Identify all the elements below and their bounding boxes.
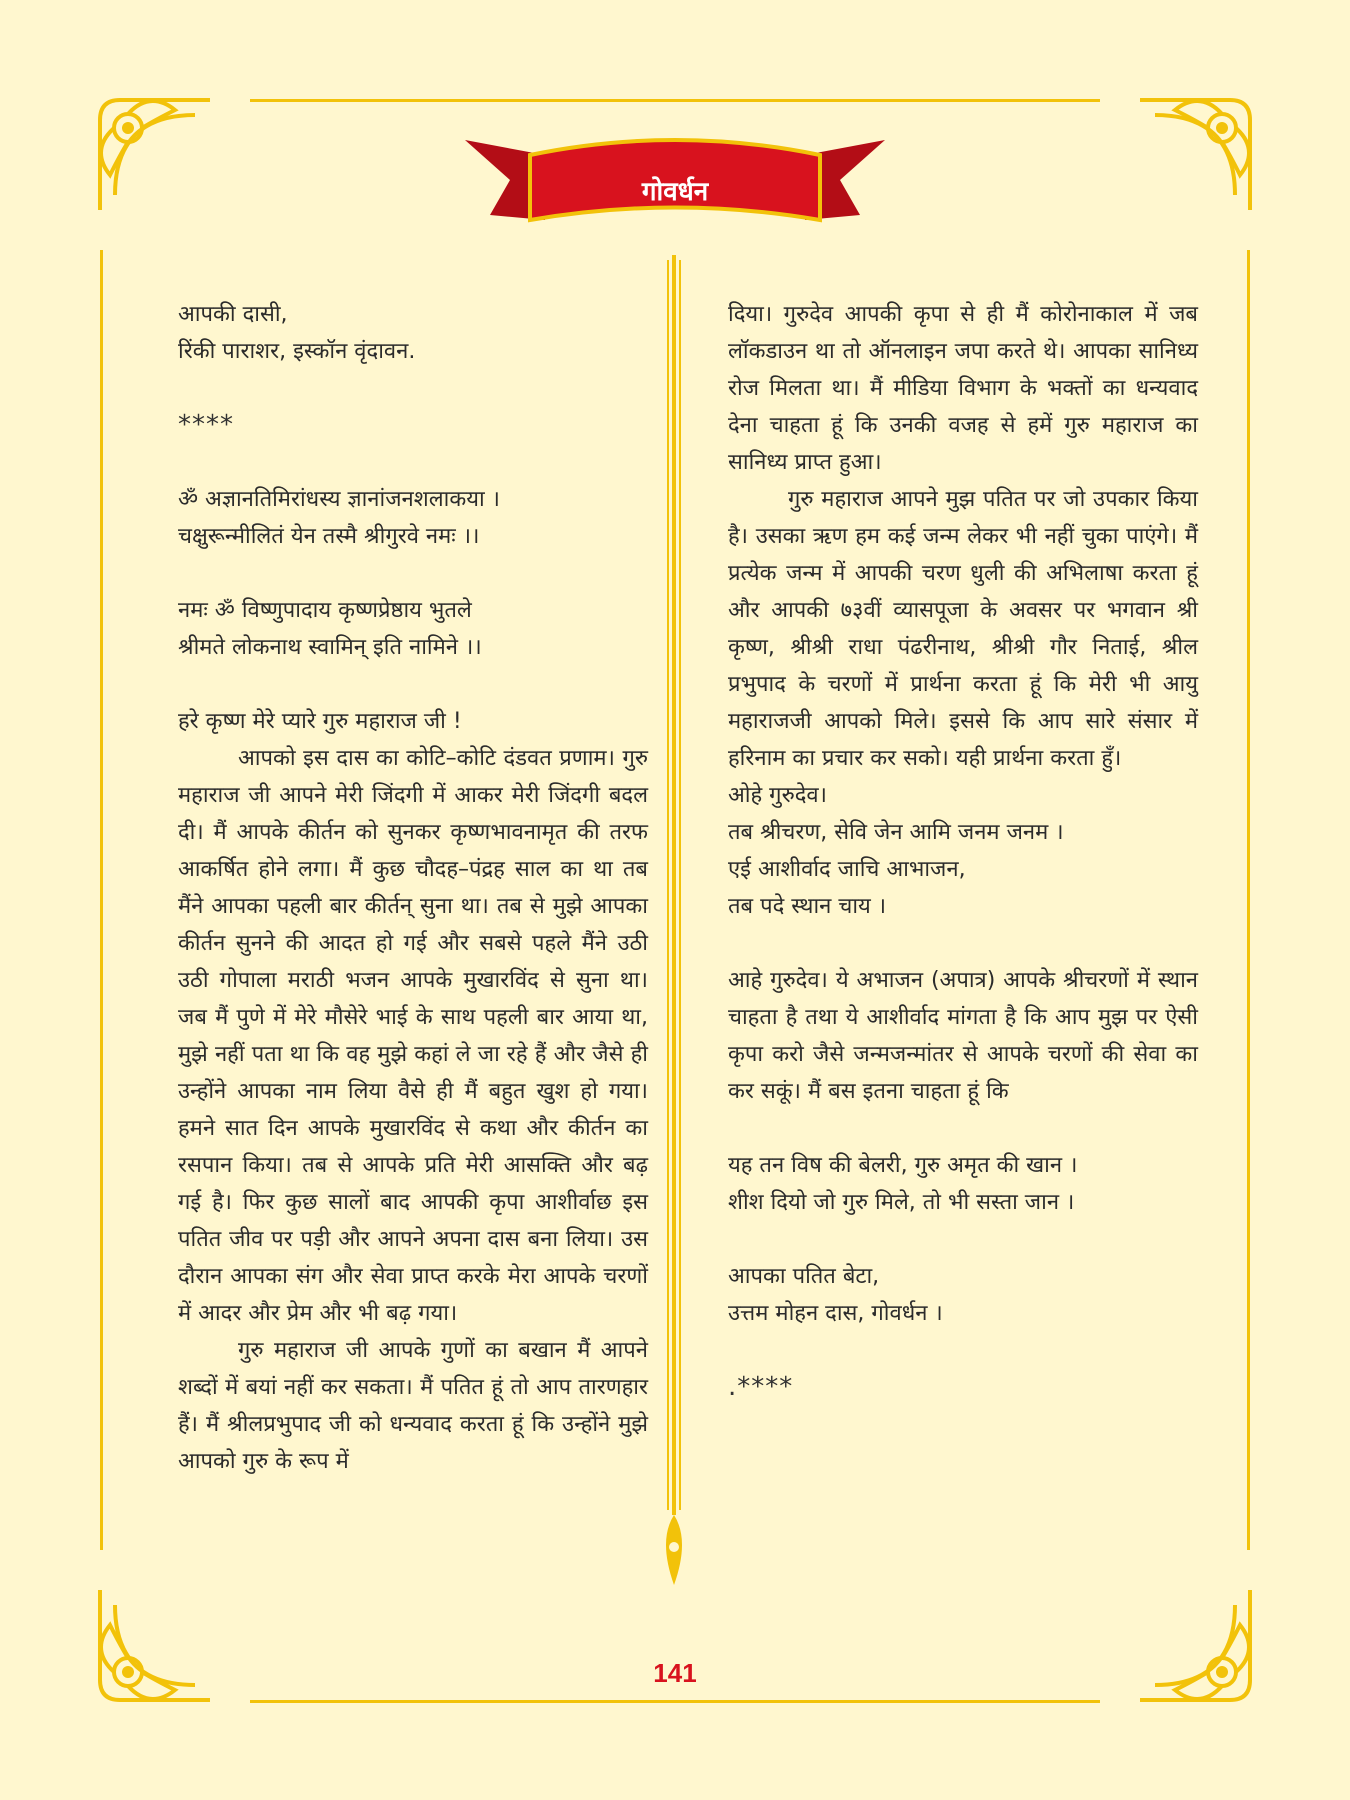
page-number: 141 [653,1658,697,1688]
corner-ornament-top-left [80,80,230,230]
verse-line: ओहे गुरुदेव। [728,783,827,808]
closing-line: आपकी दासी, [178,302,288,327]
corner-ornament-top-right [1120,80,1270,230]
verse-line: नमः ॐ विष्णुपादाय कृष्णप्रेष्ठाय भुतले [178,598,472,623]
verse-line: ॐ अज्ञानतिमिरांधस्य ज्ञानांजनशलाकया । [178,487,501,512]
doha-line: यह तन विष की बेलरी, गुरु अमृत की खान । [728,1153,1078,1178]
body-paragraph: आपको इस दास का कोटि–कोटि दंडवत प्रणाम। गुरु महाराज जी आपने मेरी जिंदगी में आकर मेरी जिंदगी बदल दी। मैं आपके कीर्तन को सुनकर कृष्णभावनामृत की तरफ आकर्षित होने लगा। मैं कुछ चौदह–पंद्रह साल का था तब मैंने आपका पहली बार कीर्तन् सुना था। तब से मुझे आपका कीर्तन सुनने की आदत हो गई और सबसे पहले मैंने उठी उठी गोपाला मराठी भजन आपके मुखारविंद से सुना था। जब मैं पुणे में मेरे मौसेरे भाई के साथ पहली बार आया था, मुझे नहीं पता था कि वह मुझे कहां ले जा रहे हैं और जैसे ही उन्होंने आपका नाम लिया वैसे ही मैं बहुत खुश हो गया। हमने सात दिन आपके मुखारविंद से कथा और कीर्तन का रसपान किया। तब से आपके प्रति मेरी आसक्ति और बढ़ गई है। फिर कुछ सालों बाद आपकी कृपा आशीर्वाछ इस पतित जीव पर पड़ी और आपने अपना दास बना लिया। उस दौरान आपका संग और सेवा प्राप्त करके मेरा आपके चरणों में आदर और प्रेम और भी बढ़ गया। [178,746,648,1326]
frame-top-line [250,99,1100,102]
verse-line: तब पदे स्थान चाय । [728,894,887,919]
body-paragraph: दिया। गुरुदेव आपकी कृपा से ही मैं कोरोनाकाल में जब लॉकडाउन था तो ऑनलाइन जपा करते थे। आपका सानिध्य रोज मिलता था। मैं मीडिया विभाग के भक्तों का धन्यवाद देना चाहता हूं कि उनकी वजह से हमें गुरु महाराज का सानिध्य प्राप्त हुआ। [728,302,1198,475]
frame-bottom-line [250,1700,1100,1703]
verse-line: श्रीमते लोकनाथ स्वामिन् इति नामिने ।। [178,635,482,660]
body-paragraph: गुरु महाराज आपने मुझ पतित पर जो उपकार किया है। उसका ऋण हम कई जन्म लेकर भी नहीं चुका पाएंगे। मैं प्रत्येक जन्म में आपकी चरण धुली की अभिलाषा करता हूं और आपकी ७३वीं व्यासपूजा के अवसर पर भगवान श्री कृष्ण, श्रीश्री राधा पंढरीनाथ, श्रीश्री गौर निताई, श्रील प्रभुपाद के चरणों में प्रार्थना करता हूं कि मेरी भी आयु महाराजजी आपको मिले। इससे कि आप सारे संसार में हरिनाम का प्रचार कर सको। यही प्रार्थना करता हुँ। [728,487,1198,771]
right-column [728,296,1198,1406]
signature-line: उत्तम मोहन दास, गोवर्धन । [728,1301,943,1326]
separator-stars: .**** [728,1372,794,1402]
verse-line: एई आशीर्वाद जाचि आभाजन, [728,857,966,882]
signature-line: रिंकी पाराशर, इस्कॉन वृंदावन. [178,339,416,364]
column-divider [656,255,692,1685]
closing-line: आपका पतित बेटा, [728,1264,880,1289]
body-paragraph: गुरु महाराज जी आपके गुणों का बखान मैं आपने शब्दों में बयां नहीं कर सकता। मैं पतित हूं तो आप तारणहार हैं। मैं श्रीलप्रभुपाद जी को धन्यवाद करता हूं कि उन्होंने मुझे आपको गुरु के रूप में [178,1338,648,1474]
body-paragraph: आहे गुरुदेव। ये अभाजन (अपात्र) आपके श्रीचरणों में स्थान चाहता है तथा ये आशीर्वाद मांगता है कि आप मुझ पर ऐसी कृपा करो जैसे जन्मजन्मांतर से आपके चरणों की सेवा का कर सकूं। मैं बस इतना चाहता हूं कि [728,968,1198,1104]
title-banner [460,120,890,240]
page-title: गोवर्धन [641,177,709,207]
frame-left-line [100,250,103,1550]
verse-line: तब श्रीचरण, सेवि जेन आमि जनम जनम । [728,820,1064,845]
corner-ornament-bottom-right [1120,1570,1270,1720]
separator-stars: **** [178,410,234,440]
left-column [178,296,648,1480]
frame-right-line [1247,250,1250,1550]
corner-ornament-bottom-left [80,1570,230,1720]
greeting: हरे कृष्ण मेरे प्यारे गुरु महाराज जी ! [178,709,462,734]
verse-line: चक्षुरून्मीलितं येन तस्मै श्रीगुरवे नमः ।। [178,524,480,549]
doha-line: शीश दियो जो गुरु मिले, तो भी सस्ता जान । [728,1190,1075,1215]
